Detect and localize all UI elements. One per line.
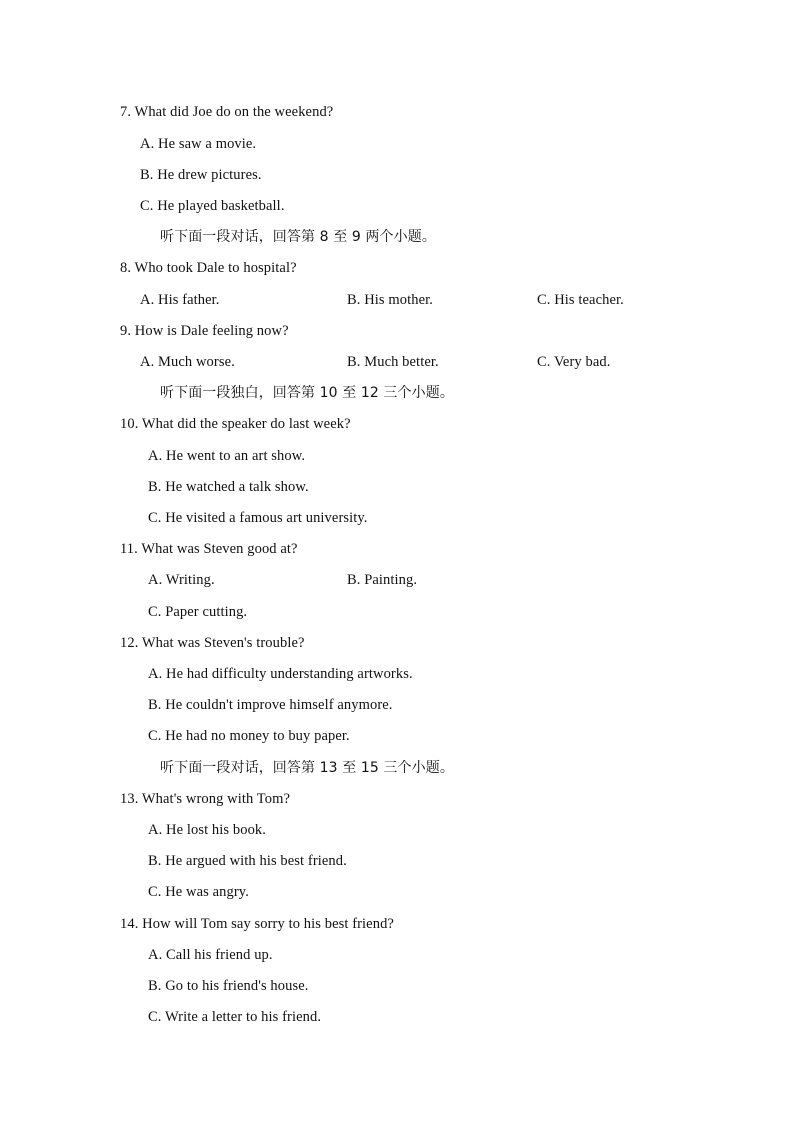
question-10: 10. What did the speaker do last week? (120, 416, 351, 432)
question-13: 13. What's wrong with Tom? (120, 791, 290, 807)
question-11-option-c: C. Paper cutting. (148, 604, 248, 620)
question-8-option-c: C. His teacher. (537, 292, 624, 308)
question-14-option-a: A. Call his friend up. (148, 947, 273, 963)
instruction-10-12: 听下面一段独白，回答第 10 至 12 三个小题。 (160, 385, 454, 401)
question-12: 12. What was Steven's trouble? (120, 635, 305, 651)
question-7: 7. What did Joe do on the weekend? (120, 104, 334, 120)
question-8-option-b: B. His mother. (347, 292, 433, 308)
question-10-option-a: A. He went to an art show. (148, 448, 306, 464)
question-13-option-b: B. He argued with his best friend. (148, 853, 347, 869)
question-9: 9. How is Dale feeling now? (120, 323, 289, 339)
question-7-option-c: C. He played basketball. (140, 198, 285, 214)
question-14: 14. How will Tom say sorry to his best friend? (120, 916, 394, 932)
question-14-option-b: B. Go to his friend's house. (148, 978, 309, 994)
question-12-option-c: C. He had no money to buy paper. (148, 728, 350, 744)
question-12-option-a: A. He had difficulty understanding artworks. (148, 666, 413, 682)
question-9-option-a: A. Much worse. (140, 354, 235, 370)
question-8: 8. Who took Dale to hospital? (120, 260, 297, 276)
question-7-option-a: A. He saw a movie. (140, 136, 257, 152)
instruction-8-9: 听下面一段对话，回答第 8 至 9 两个小题。 (160, 229, 436, 245)
question-11: 11. What was Steven good at? (120, 541, 298, 557)
question-9-option-b: B. Much better. (347, 354, 439, 370)
question-10-option-b: B. He watched a talk show. (148, 479, 309, 495)
question-13-option-a: A. He lost his book. (148, 822, 266, 838)
question-11-option-b: B. Painting. (347, 572, 418, 588)
instruction-13-15: 听下面一段对话，回答第 13 至 15 三个小题。 (160, 760, 454, 776)
question-7-option-b: B. He drew pictures. (140, 167, 262, 183)
question-14-option-c: C. Write a letter to his friend. (148, 1009, 322, 1025)
question-11-option-a: A. Writing. (148, 572, 215, 588)
question-12-option-b: B. He couldn't improve himself anymore. (148, 697, 393, 713)
question-13-option-c: C. He was angry. (148, 884, 249, 900)
question-8-option-a: A. His father. (140, 292, 220, 308)
question-9-option-c: C. Very bad. (537, 354, 611, 370)
question-10-option-c: C. He visited a famous art university. (148, 510, 368, 526)
